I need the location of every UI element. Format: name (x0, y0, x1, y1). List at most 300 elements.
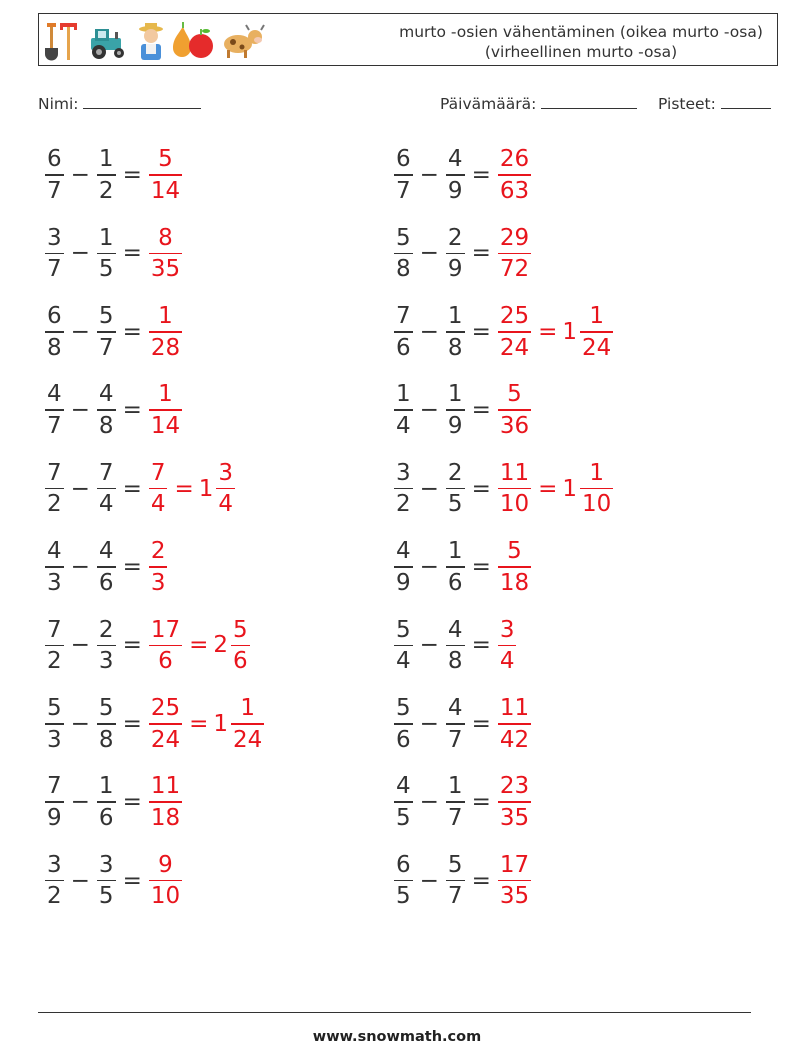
fraction-bar (446, 880, 465, 882)
fraction-bar (498, 880, 531, 882)
numerator: 7 (47, 773, 62, 800)
fraction-bar (97, 174, 116, 176)
denominator: 4 (150, 491, 166, 518)
subtrahend-fraction (97, 380, 116, 440)
problem-row (392, 454, 615, 524)
problem-row (43, 140, 184, 210)
problem-row (392, 532, 533, 602)
numerator: 5 (233, 616, 248, 643)
fraction-bar (394, 880, 413, 882)
minus-sign: − (419, 397, 439, 424)
fraction-bar (149, 566, 168, 568)
problem-row (392, 767, 533, 837)
numerator: 4 (396, 773, 411, 800)
numerator: 23 (499, 773, 530, 800)
numerator: 1 (98, 146, 114, 173)
fraction-bar (97, 253, 116, 255)
denominator: 9 (447, 256, 463, 283)
subtrahend-fraction (446, 459, 465, 519)
denominator: 7 (47, 177, 62, 204)
fraction-bar (446, 331, 465, 333)
denominator: 6 (158, 648, 173, 675)
fraction-bar (394, 723, 413, 725)
equals-sign: = (122, 710, 142, 737)
numerator: 9 (158, 851, 173, 878)
pear-apple-icon (173, 22, 213, 58)
denominator: 7 (447, 883, 463, 910)
subtrahend-fraction (97, 537, 116, 597)
denominator: 8 (396, 256, 411, 283)
numerator: 1 (589, 303, 604, 329)
fraction-bar (149, 645, 182, 647)
fraction-bar (45, 409, 64, 411)
denominator: 35 (499, 804, 530, 831)
fraction-bar (45, 801, 64, 803)
name-blank[interactable] (83, 93, 201, 109)
denominator: 3 (47, 569, 62, 596)
denominator: 24 (499, 334, 530, 361)
subtrahend-fraction (97, 224, 116, 284)
numerator: 3 (47, 851, 62, 878)
numerator: 3 (396, 459, 411, 486)
denominator: 8 (447, 648, 463, 675)
fraction-bar (45, 253, 64, 255)
numerator: 6 (396, 851, 411, 878)
numerator: 5 (396, 695, 411, 721)
worksheet-header (38, 13, 778, 66)
numerator: 4 (98, 538, 114, 565)
mixed-whole: 1 (562, 475, 578, 502)
denominator: 10 (150, 883, 181, 910)
answer-fraction (498, 851, 531, 911)
answer-fraction (149, 851, 182, 911)
problem-row (43, 610, 252, 680)
answer-fraction (149, 537, 168, 597)
fraction-bar (394, 174, 413, 176)
equals-sign: = (471, 789, 491, 816)
numerator: 17 (150, 616, 181, 643)
mixed-fraction (231, 616, 250, 676)
answer-equals-sign: = (538, 318, 558, 345)
fraction-bar (97, 331, 116, 333)
fraction-bar (446, 645, 465, 647)
fraction-bar (394, 645, 413, 647)
denominator: 6 (98, 804, 114, 831)
minuend-fraction (394, 380, 413, 440)
minuend-fraction (394, 694, 413, 754)
denominator: 7 (447, 804, 463, 831)
answer-fraction (498, 302, 531, 362)
problem-row (392, 846, 533, 916)
minus-sign: − (419, 554, 439, 580)
denominator: 3 (150, 569, 166, 596)
equals-sign: = (471, 632, 491, 659)
answer-fraction (149, 224, 182, 284)
fraction-bar (149, 723, 182, 725)
subtrahend-fraction (446, 772, 465, 832)
denominator: 24 (233, 726, 263, 753)
denominator: 6 (396, 334, 411, 361)
fraction-bar (498, 488, 531, 490)
fraction-bar (446, 253, 465, 255)
numerator: 1 (447, 773, 463, 800)
minus-sign: − (419, 710, 439, 737)
minus-sign: − (70, 318, 90, 345)
denominator: 18 (150, 804, 181, 831)
denominator: 9 (396, 569, 411, 596)
score-field (658, 93, 771, 113)
denominator: 24 (150, 726, 181, 753)
minus-sign: − (419, 318, 439, 345)
name-field (38, 93, 201, 113)
name-label: Nimi: (38, 95, 79, 113)
cow-icon (224, 25, 264, 58)
answer-fraction (498, 694, 531, 754)
numerator: 1 (158, 303, 173, 329)
answer-fraction (149, 772, 182, 832)
fraction-bar (149, 331, 182, 333)
date-field (440, 93, 637, 113)
denominator: 28 (150, 334, 181, 361)
fraction-bar (149, 488, 168, 490)
numerator: 1 (447, 303, 463, 329)
numerator: 11 (499, 695, 530, 721)
numerator: 1 (447, 381, 463, 408)
subtrahend-fraction (97, 145, 116, 205)
subtrahend-fraction (97, 459, 116, 519)
minus-sign: − (419, 789, 439, 816)
denominator: 2 (47, 648, 62, 675)
minuend-fraction (394, 459, 413, 519)
equals-sign: = (122, 318, 142, 345)
problem-row (43, 532, 169, 602)
fraction-bar (149, 880, 182, 882)
answer-fraction (498, 772, 531, 832)
numerator: 5 (47, 695, 62, 721)
denominator: 42 (499, 726, 530, 753)
denominator: 4 (396, 412, 411, 439)
fraction-bar (45, 488, 64, 490)
denominator: 8 (47, 334, 62, 361)
denominator: 14 (150, 177, 181, 204)
mixed-whole: 1 (198, 475, 214, 502)
minus-sign: − (419, 867, 439, 894)
fraction-bar (498, 174, 531, 176)
answer-equals-sign: = (189, 632, 209, 659)
subtrahend-fraction (97, 616, 116, 676)
farmer-icon (139, 23, 163, 60)
minuend-fraction (45, 145, 64, 205)
problem-row (43, 454, 237, 524)
worksheet-title: murto -osien vähentäminen (oikea murto -osa) (virheellinen murto -osa) (399, 23, 763, 61)
denominator: 6 (233, 648, 248, 675)
problem-row (43, 689, 266, 759)
minuend-fraction (45, 772, 64, 832)
date-blank[interactable] (541, 93, 637, 109)
mixed-fraction (216, 459, 235, 519)
equals-sign: = (122, 162, 142, 188)
answer-fraction (498, 145, 531, 205)
numerator: 7 (396, 303, 411, 329)
numerator: 1 (98, 224, 114, 251)
minus-sign: − (419, 632, 439, 659)
subtrahend-fraction (446, 302, 465, 362)
numerator: 2 (447, 224, 463, 251)
numerator: 5 (98, 695, 114, 721)
numerator: 1 (240, 695, 255, 721)
fraction-bar (149, 409, 182, 411)
fraction-bar (498, 645, 517, 647)
denominator: 4 (396, 648, 411, 675)
numerator: 11 (150, 773, 181, 800)
numerator: 2 (447, 459, 463, 486)
numerator: 4 (47, 538, 62, 565)
subtrahend-fraction (446, 145, 465, 205)
equals-sign: = (122, 475, 142, 502)
numerator: 5 (158, 146, 173, 173)
equals-sign: = (471, 318, 491, 345)
denominator: 7 (98, 334, 114, 361)
answer-fraction (149, 380, 182, 440)
denominator: 2 (47, 883, 62, 910)
score-blank[interactable] (721, 93, 771, 109)
minuend-fraction (45, 302, 64, 362)
denominator: 9 (447, 177, 463, 204)
numerator: 8 (158, 224, 173, 251)
fraction-bar (446, 566, 465, 568)
minuend-fraction (45, 694, 64, 754)
problem-row (43, 767, 184, 837)
numerator: 6 (396, 146, 411, 173)
mixed-whole: 1 (213, 710, 229, 737)
problem-row (392, 610, 518, 680)
numerator: 17 (499, 851, 530, 878)
equals-sign: = (122, 554, 142, 580)
numerator: 1 (158, 381, 173, 408)
fraction-bar (446, 409, 465, 411)
denominator: 6 (98, 569, 114, 596)
shovel-icon (45, 23, 58, 61)
numerator: 4 (98, 381, 114, 408)
fraction-bar (97, 409, 116, 411)
numerator: 5 (396, 224, 411, 251)
denominator: 10 (499, 491, 530, 518)
equals-sign: = (471, 475, 491, 502)
minuend-fraction (45, 459, 64, 519)
numerator: 25 (150, 695, 181, 721)
denominator: 24 (582, 334, 612, 361)
fraction-bar (498, 253, 531, 255)
equals-sign: = (122, 397, 142, 424)
denominator: 18 (499, 569, 530, 596)
equals-sign: = (471, 240, 491, 267)
mixed-whole: 1 (562, 318, 578, 345)
minuend-fraction (394, 224, 413, 284)
rake-icon (60, 23, 77, 60)
denominator: 7 (47, 256, 62, 283)
minuend-fraction (45, 537, 64, 597)
numerator: 5 (507, 538, 522, 565)
footer-divider (38, 1012, 751, 1013)
minus-sign: − (70, 554, 90, 580)
minus-sign: − (70, 162, 90, 188)
equals-sign: = (122, 632, 142, 659)
answer-fraction (149, 616, 182, 676)
equals-sign: = (471, 162, 491, 188)
numerator: 4 (396, 538, 411, 565)
denominator: 5 (447, 491, 463, 518)
mixed-fraction (231, 694, 264, 754)
fraction-bar (149, 253, 182, 255)
subtrahend-fraction (97, 302, 116, 362)
denominator: 10 (582, 491, 612, 518)
answer-fraction (149, 694, 182, 754)
minus-sign: − (70, 475, 90, 502)
denominator: 14 (150, 412, 181, 439)
fraction-bar (498, 801, 531, 803)
minus-sign: − (70, 397, 90, 424)
numerator: 7 (47, 616, 62, 643)
problem-row (392, 689, 533, 759)
numerator: 2 (98, 616, 114, 643)
minuend-fraction (45, 851, 64, 911)
numerator: 3 (98, 851, 114, 878)
denominator: 3 (98, 648, 114, 675)
fraction-bar (231, 723, 264, 725)
denominator: 3 (47, 726, 62, 753)
numerator: 1 (447, 538, 463, 565)
subtrahend-fraction (446, 616, 465, 676)
numerator: 1 (98, 773, 114, 800)
denominator: 35 (150, 256, 181, 283)
numerator: 4 (447, 146, 463, 173)
equals-sign: = (471, 554, 491, 580)
denominator: 5 (98, 256, 114, 283)
minus-sign: − (70, 710, 90, 737)
minus-sign: − (419, 240, 439, 267)
fraction-bar (446, 801, 465, 803)
fraction-bar (580, 331, 613, 333)
fraction-bar (498, 566, 531, 568)
fraction-bar (394, 566, 413, 568)
subtrahend-fraction (97, 851, 116, 911)
fraction-bar (45, 174, 64, 176)
fraction-bar (45, 880, 64, 882)
numerator: 1 (396, 381, 411, 408)
subtrahend-fraction (446, 537, 465, 597)
minuend-fraction (45, 380, 64, 440)
numerator: 1 (589, 459, 604, 486)
minuend-fraction (394, 851, 413, 911)
problem-row (43, 846, 184, 916)
answer-fraction (149, 459, 168, 519)
denominator: 9 (47, 804, 62, 831)
numerator: 3 (218, 459, 234, 486)
numerator: 5 (98, 303, 114, 329)
problem-row (392, 375, 533, 445)
minus-sign: − (70, 789, 90, 816)
denominator: 72 (499, 256, 530, 283)
numerator: 4 (447, 616, 463, 643)
subtrahend-fraction (446, 694, 465, 754)
minus-sign: − (419, 475, 439, 502)
equals-sign: = (471, 710, 491, 737)
fraction-bar (394, 253, 413, 255)
minuend-fraction (394, 772, 413, 832)
mixed-fraction (580, 459, 613, 519)
numerator: 25 (499, 303, 530, 329)
fraction-bar (580, 488, 613, 490)
fraction-bar (97, 645, 116, 647)
minuend-fraction (394, 537, 413, 597)
minus-sign: − (419, 162, 439, 188)
fraction-bar (498, 723, 531, 725)
answer-fraction (498, 224, 531, 284)
problem-row (43, 375, 184, 445)
fraction-bar (498, 409, 531, 411)
denominator: 7 (447, 726, 463, 753)
fraction-bar (446, 488, 465, 490)
header-icons (43, 20, 268, 62)
denominator: 5 (98, 883, 114, 910)
denominator: 2 (47, 491, 62, 518)
date-label: Päivämäärä: (440, 95, 537, 113)
problem-row (392, 218, 533, 288)
fraction-bar (149, 174, 182, 176)
answer-fraction (498, 537, 531, 597)
fraction-bar (446, 723, 465, 725)
minuend-fraction (394, 616, 413, 676)
equals-sign: = (122, 240, 142, 267)
numerator: 11 (499, 459, 530, 486)
denominator: 36 (499, 412, 530, 439)
minuend-fraction (394, 302, 413, 362)
denominator: 4 (98, 491, 114, 518)
numerator: 4 (47, 381, 62, 408)
denominator: 2 (98, 177, 114, 204)
numerator: 3 (47, 224, 62, 251)
numerator: 26 (499, 146, 530, 173)
answer-fraction (498, 380, 531, 440)
denominator: 2 (396, 491, 411, 518)
denominator: 8 (447, 334, 463, 361)
denominator: 5 (396, 804, 411, 831)
subtrahend-fraction (97, 772, 116, 832)
subtrahend-fraction (446, 851, 465, 911)
numerator: 6 (47, 146, 62, 173)
answer-equals-sign: = (538, 475, 558, 502)
minus-sign: − (70, 632, 90, 659)
numerator: 29 (499, 224, 530, 251)
mixed-fraction (580, 302, 613, 362)
fraction-bar (45, 645, 64, 647)
fraction-bar (45, 566, 64, 568)
fraction-bar (97, 566, 116, 568)
problem-row (392, 297, 615, 367)
denominator: 9 (447, 412, 463, 439)
footer-site: www.snowmath.com (312, 1029, 482, 1045)
fraction-bar (45, 723, 64, 725)
numerator: 7 (150, 459, 166, 486)
answer-equals-sign: = (189, 710, 209, 737)
fraction-bar (394, 488, 413, 490)
equals-sign: = (471, 867, 491, 894)
denominator: 4 (499, 648, 515, 675)
fraction-bar (394, 801, 413, 803)
answer-fraction (149, 302, 182, 362)
numerator: 2 (150, 538, 166, 565)
fraction-bar (446, 174, 465, 176)
